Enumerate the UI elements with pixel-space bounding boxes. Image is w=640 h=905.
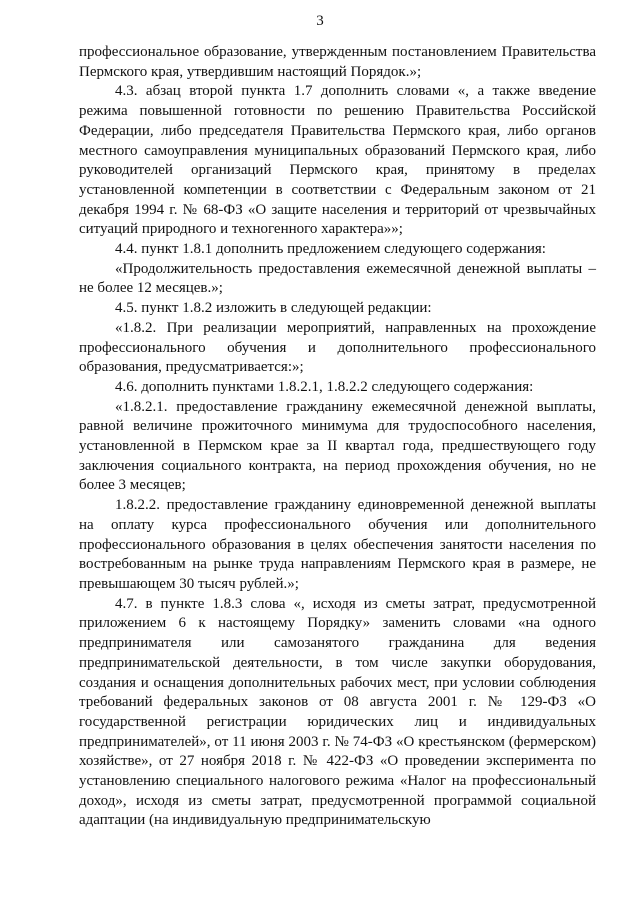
paragraph-4-4-quote: «Продолжительность предоставления ежемесячной денежной выплаты – не более 12 месяцев.»; (79, 260, 596, 297)
paragraph-4-7: 4.7. в пункте 1.8.3 слова «, исходя из сметы затрат, предусмотренной приложением 6 к настоящему Порядку» заменить словами «на одного предпринимателя или самозанятого гражданина для ведения предпринимательской деятельности, в том числе закупки оборудования, создания и оснащения дополнительных рабочих мест, при условии соблюдения требований федеральных законов от 08 августа 2001 г. № 129-ФЗ «О государственной регистрации юридических лиц и индивидуальных предпринимателей», от 11 июня 2003 г. № 74-ФЗ «О крестьянском (фермерском) хозяйстве», от 27 ноября 2018 г. № 422-ФЗ «О проведении эксперимента по установлению специального налогового режима «Налог на профессиональный доход», исходя из сметы затрат, предусмотренной программой социальной адаптации (на индивидуальную предпринимательскую (79, 595, 596, 829)
paragraph-4-3: 4.3. абзац второй пункта 1.7 дополнить словами «, а также введение режима повышенной готовности по решению Правительства Российской Федерации, либо председателя Правительства Пермского края, либо органов местного самоуправления муниципальных образований Пермского края, либо руководителей организаций Пермского края, принятому в пределах установленной компетенции в соответствии с Федеральным законом от 21 декабря 1994 г. № 68-ФЗ «О защите населения и территорий от чрезвычайных ситуаций природного и техногенного характера»»; (79, 83, 596, 238)
paragraph-4-6: 4.6. дополнить пунктами 1.8.2.1, 1.8.2.2 следующего содержания: (115, 378, 534, 395)
paragraph-4-4: 4.4. пункт 1.8.1 дополнить предложением следующего содержания: (115, 241, 546, 258)
paragraph-4-5-quote: «1.8.2. При реализации мероприятий, направленных на прохождение профессионального обучения и дополнительного профессионального образования, предусматривается:»; (79, 319, 596, 376)
page-number: 3 (316, 13, 324, 29)
paragraph-4-5: 4.5. пункт 1.8.2 изложить в следующей редакции: (115, 300, 432, 317)
document-body (79, 43, 596, 831)
paragraph-1-8-2-1: «1.8.2.1. предоставление гражданину ежемесячной денежной выплаты, равной величине прожиточного минимума для трудоспособного населения, установленной в Пермском крае за II квартал года, предшествующего году заключения социального контракта, на период прохождения обучения, но не более 3 месяцев; (79, 398, 596, 494)
paragraph-continuation: профессиональное образование, утвержденным постановлением Правительства Пермского края, утвердившим настоящий Порядок.»; (79, 44, 596, 80)
paragraph-1-8-2-2: 1.8.2.2. предоставление гражданину единовременной денежной выплаты на оплату курса профессионального обучения или дополнительного профессионального образования в целях обеспечения занятости населения по востребованным на рынке труда направлениям Пермского края в размере, не превышающем 30 тысяч рублей.»; (79, 497, 596, 592)
